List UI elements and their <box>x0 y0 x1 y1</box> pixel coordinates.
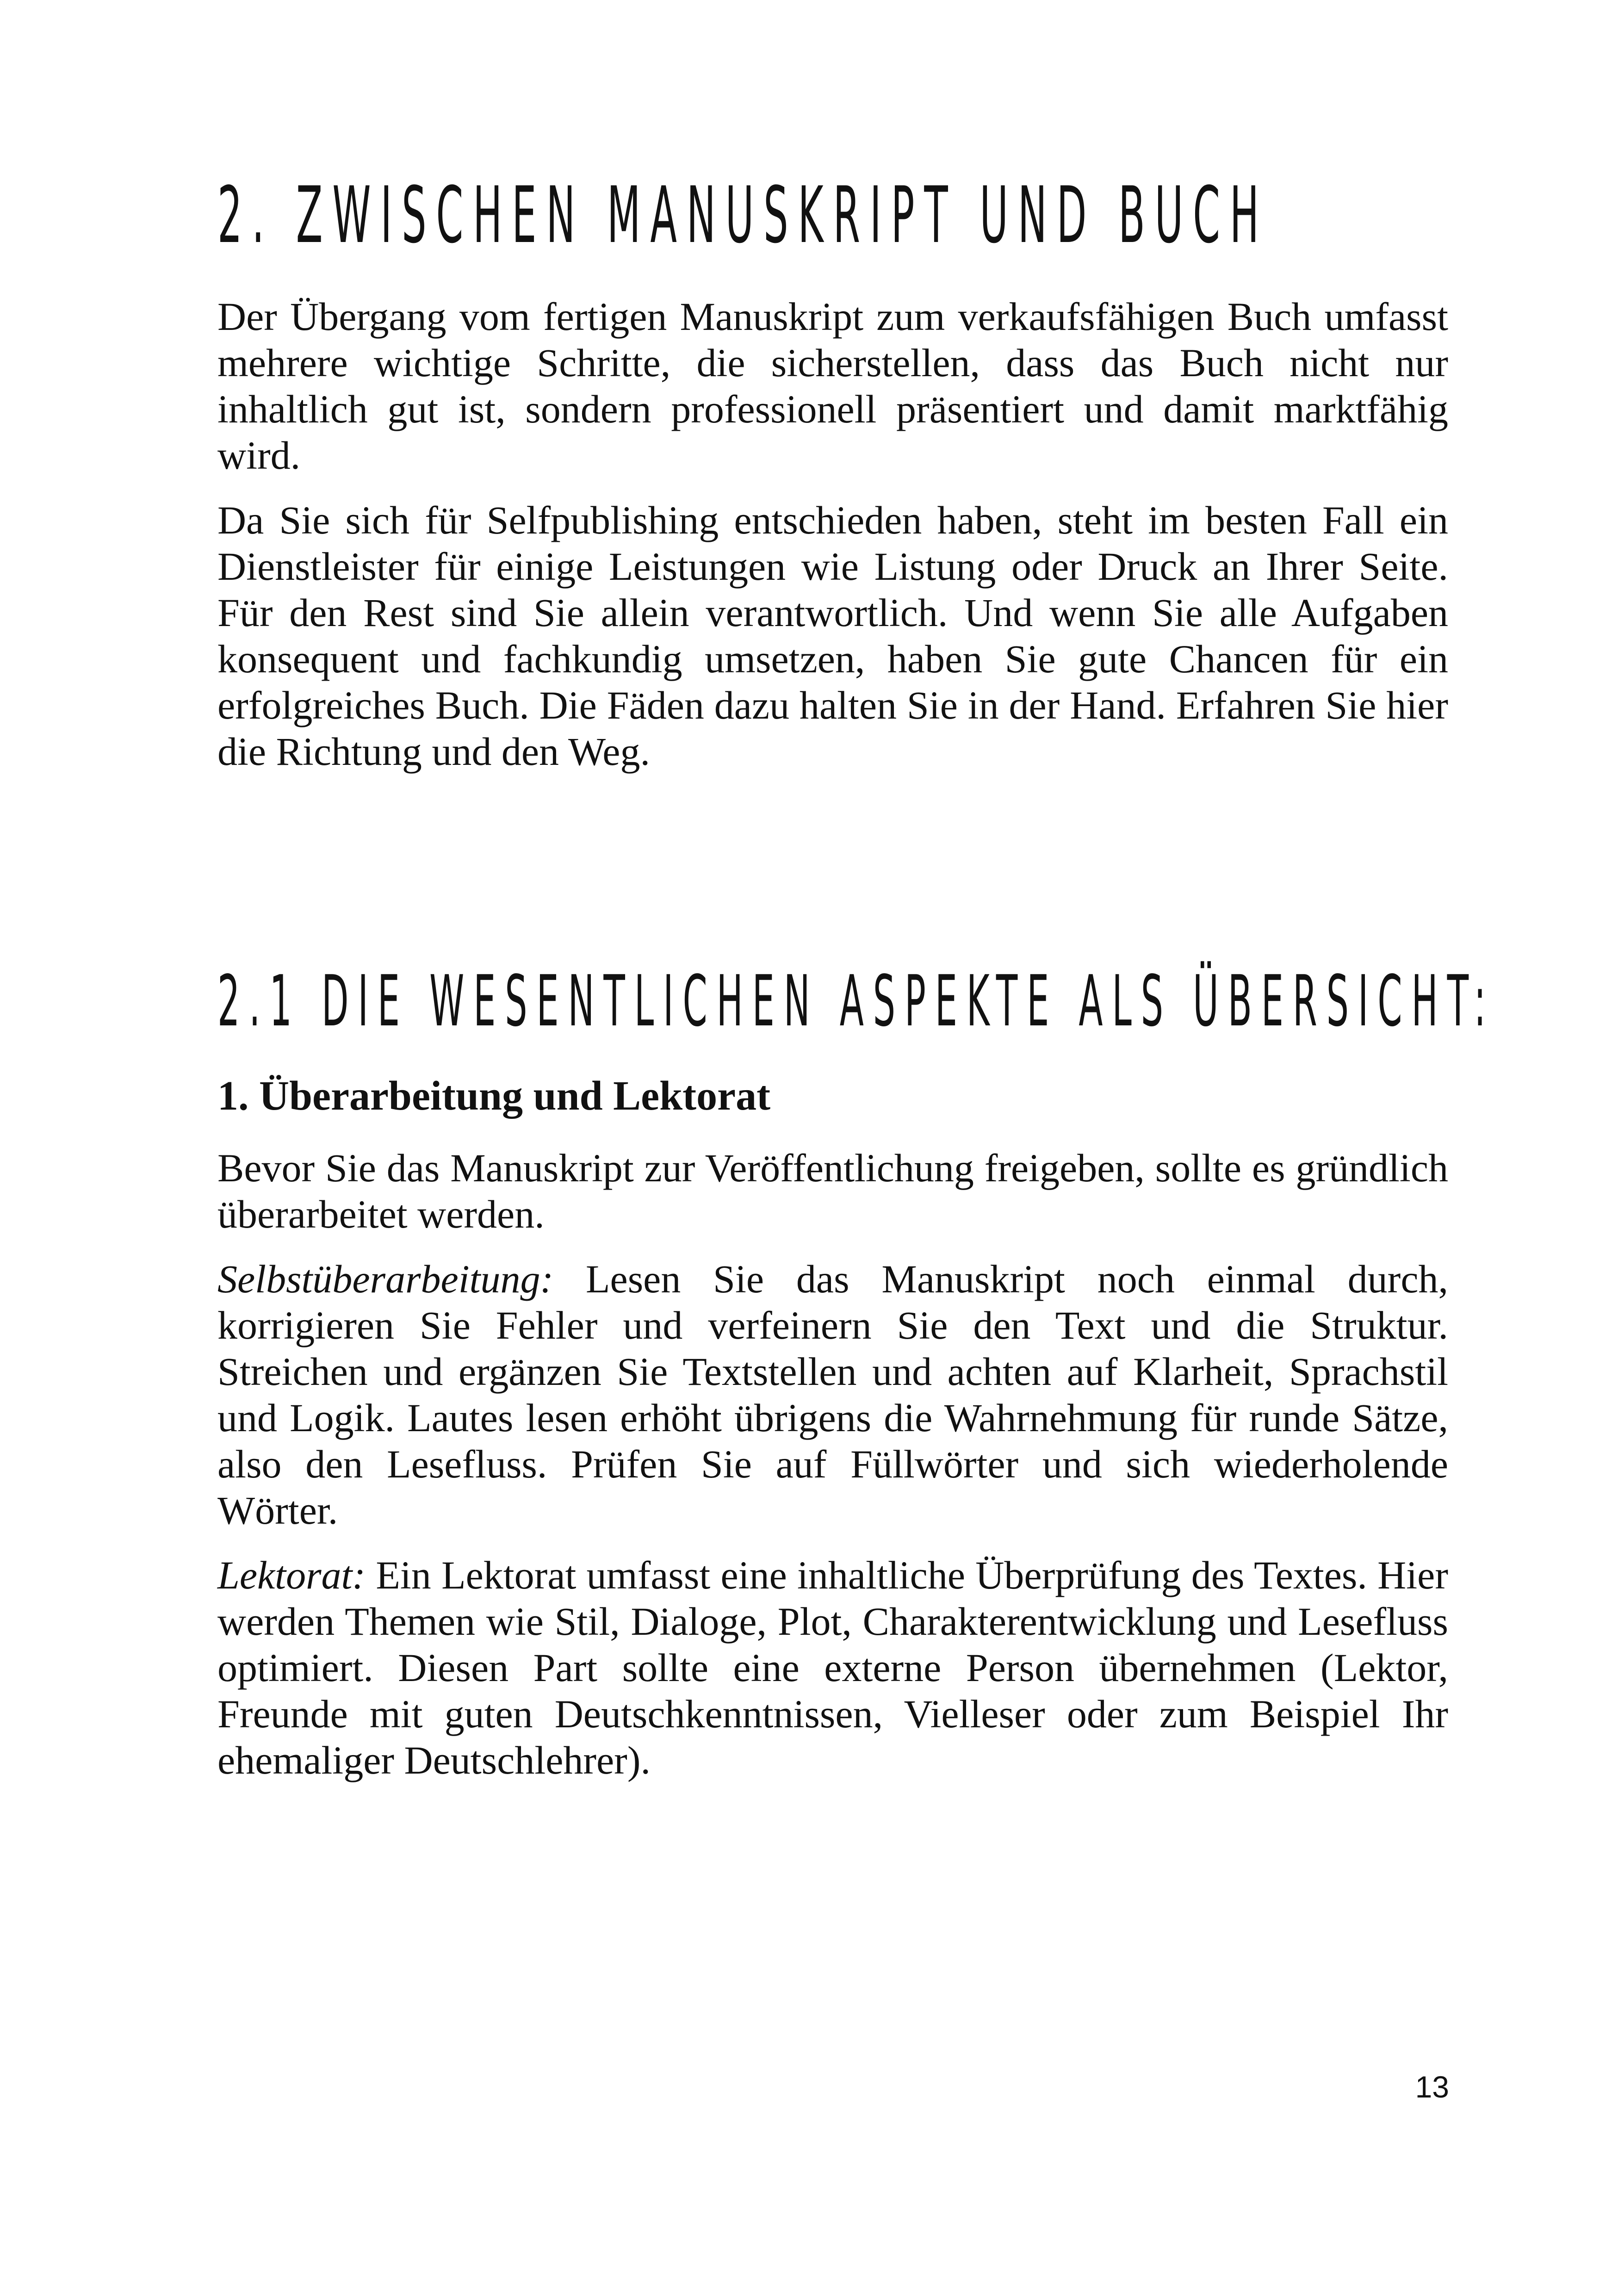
section-intro-paragraph: Bevor Sie das Manuskript zur Veröffentlichung freigeben, sollte es gründlich überarbeitet werden. <box>217 1146 1448 1236</box>
selbstueberarbeitung-text: Lesen Sie das Manuskript noch einmal durch, korrigieren Sie Fehler und verfeinern Sie den Text und die Struktur. Streichen und ergänzen Sie Textstellen und achten auf Klarheit, Sprachstil und Logik. Lautes lesen erhöht übrigens die Wahrnehmung für runde Sätze, also den Lesefluss. Prüfen Sie auf Füllwörter und sich wiederholende Wörter. <box>217 1257 1448 1533</box>
chapter-paragraph-2: Da Sie sich für Selfpublishing entschieden haben, steht im besten Fall ein Dienstleister für einige Leistungen wie Listung oder Druck an Ihrer Seite. Für den Rest sind Sie allein verantwortlich. Und wenn Sie alle Aufgaben konsequent und fachkundig umsetzen, haben Sie gute Chancen für ein erfolgreiches Buch. Die Fäden dazu halten Sie in der Hand. Erfahren Sie hier die Richtung und den Weg. <box>217 498 1448 774</box>
lektorat-text: Ein Lektorat umfasst eine inhaltliche Überprüfung des Textes. Hier werden Themen wie Stil, Dialoge, Plot, Charakterentwicklung und Lesefluss optimiert. Diesen Part sollte eine externe Person übernehmen (Lektor, Freunde mit guten Deutschkenntnissen, Vielleser oder zum Beispiel Ihr ehemaliger Deutschlehrer). <box>217 1553 1448 1782</box>
lektorat-term: Lektorat: <box>217 1553 366 1597</box>
selbstueberarbeitung-term: Selbstüberarbeitung: <box>217 1257 554 1301</box>
page-content <box>217 162 1495 1802</box>
chapter-title: 2. ZWISCHEN MANUSKRIPT UND BUCH <box>217 170 1269 261</box>
page-number: 13 <box>1415 2070 1449 2104</box>
section-title: 2.1 DIE WESENTLICHEN ASPEKTE ALS ÜBERSICHT: <box>217 960 1495 1042</box>
chapter-paragraph-1: Der Übergang vom fertigen Manuskript zum verkaufsfähigen Buch umfasst mehrere wichtige Schritte, die sicherstellen, dass das Buch nicht nur inhaltlich gut ist, sondern professionell präsentiert und damit marktfähig wird. <box>217 294 1448 478</box>
section-subheading: 1. Überarbeitung und Lektorat <box>217 1073 771 1119</box>
selbstueberarbeitung-paragraph <box>217 1256 1448 1533</box>
lektorat-paragraph <box>217 1552 1448 1783</box>
